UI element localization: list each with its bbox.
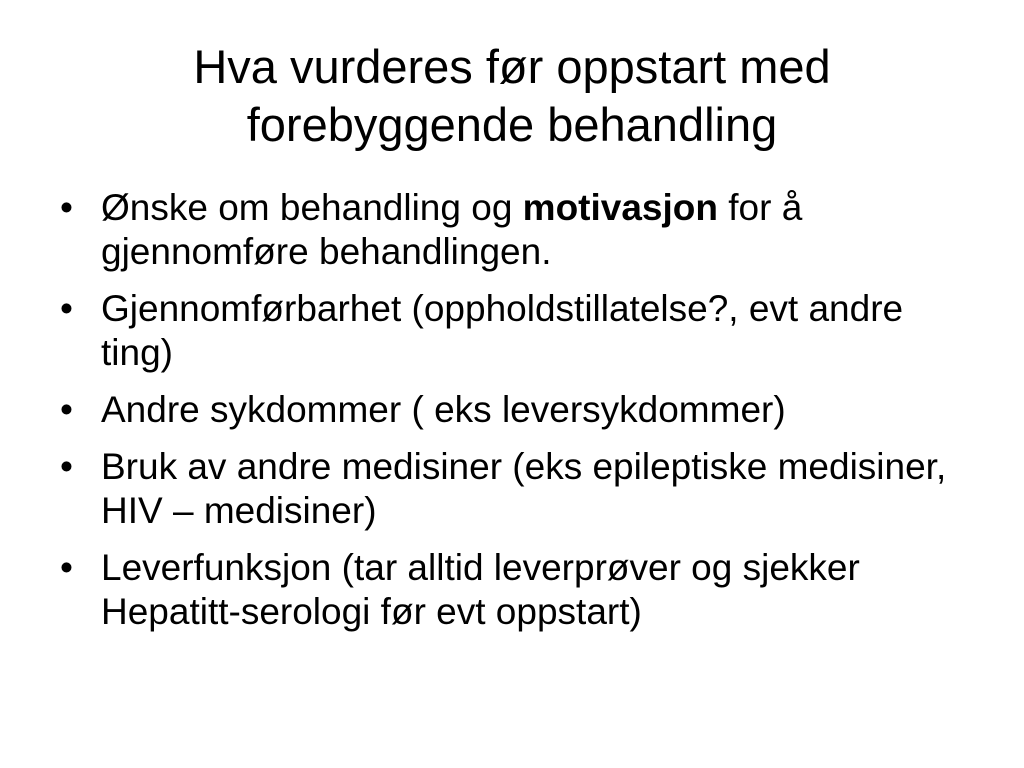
slide-title (60, 38, 964, 154)
bullet-item-liver-function (60, 546, 980, 634)
bullet-text: Bruk av andre medisiner (eks epileptiske medisiner, HIV – medisiner) (101, 446, 947, 531)
bullet-text-after: for å gjennomføre behandlingen. (101, 187, 803, 272)
bullet-text-emphasis: motivasjon (522, 187, 718, 228)
bullet-text: Andre sykdommer ( eks leversykdommer) (101, 389, 786, 430)
bullet-item-other-diseases (60, 388, 980, 432)
bullet-item-motivation (60, 186, 980, 274)
bullet-item-other-medicines (60, 445, 980, 533)
bullet-list (60, 186, 980, 647)
bullet-dot-icon: • (60, 187, 73, 228)
bullet-text: Gjennomførbarhet (oppholdstillatelse?, evt andre ting) (101, 288, 904, 373)
bullet-dot-icon: • (60, 446, 73, 487)
bullet-dot-icon: • (60, 547, 73, 588)
slide-title-line-2: forebyggende behandling (246, 98, 778, 151)
slide-title-line-1: Hva vurderes før oppstart med (193, 40, 831, 93)
bullet-dot-icon: • (60, 389, 73, 430)
bullet-text-before: Ønske om behandling og (101, 187, 523, 228)
bullet-item-feasibility (60, 287, 980, 375)
bullet-dot-icon: • (60, 288, 73, 329)
bullet-text: Leverfunksjon (tar alltid leverprøver og sjekker Hepatitt-serologi før evt oppstart) (101, 547, 860, 632)
